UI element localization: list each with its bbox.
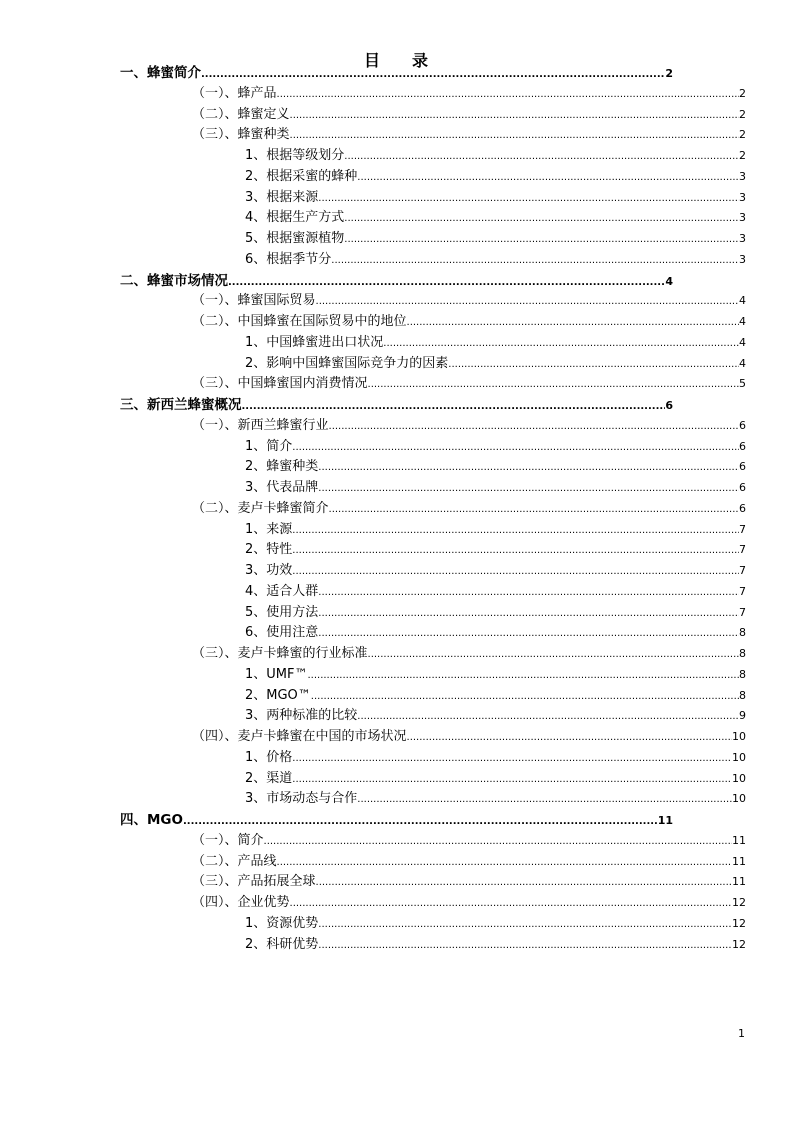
toc-entry-page: 4 <box>739 356 746 370</box>
toc-entry-level3[interactable] <box>245 583 746 601</box>
toc-leader-dots <box>228 274 665 292</box>
toc-entry-page: 4 <box>739 315 746 328</box>
toc-entry-page: 10 <box>732 730 746 743</box>
toc-entry-page: 6 <box>665 399 673 412</box>
page-number: 1 <box>738 1027 745 1040</box>
toc-entry-label: （四）、麦卢卡蜂蜜在中国的市场状况 <box>192 729 407 744</box>
toc-entry-page: 12 <box>732 916 746 930</box>
toc-leader-dots <box>318 625 739 643</box>
toc-entry-level1[interactable] <box>120 64 673 82</box>
toc-entry-level3[interactable] <box>245 936 746 954</box>
toc-entry-label: 2、根据采蜜的蜂种 <box>245 168 358 184</box>
toc-entry-level3[interactable] <box>245 770 746 788</box>
toc-entry-page: 4 <box>739 335 746 349</box>
toc-title-char: 目 <box>363 51 382 70</box>
toc-entry-label: 3、功效 <box>245 563 293 578</box>
toc-leader-dots <box>448 356 739 374</box>
toc-entry-level2[interactable] <box>192 728 746 746</box>
toc-entry-level2[interactable] <box>192 375 746 393</box>
toc-entry-page: 2 <box>739 128 746 142</box>
toc-leader-dots <box>307 667 739 685</box>
toc-entry-level2[interactable] <box>192 85 746 103</box>
toc-entry-label: 2、特性 <box>245 542 293 558</box>
toc-entry-label: 1、来源 <box>245 521 293 537</box>
toc-entry-level3[interactable] <box>245 666 746 684</box>
toc-leader-dots <box>407 729 732 747</box>
toc-entry-level3[interactable] <box>245 334 746 352</box>
toc-leader-dots <box>329 418 739 436</box>
toc-entry-page: 7 <box>739 605 746 619</box>
toc-entry-level3[interactable] <box>245 624 746 642</box>
toc-entry-label: 2、科研优势 <box>245 936 319 952</box>
toc-entry-page: 3 <box>739 252 746 266</box>
toc-entry-page: 6 <box>739 481 746 494</box>
toc-leader-dots <box>201 66 665 84</box>
toc-entry-label: （一）、新西兰蜂蜜行业 <box>192 417 329 433</box>
toc-entry-level3[interactable] <box>245 562 746 580</box>
toc-leader-dots <box>368 646 739 664</box>
toc-entry-page: 11 <box>657 814 673 827</box>
toc-entry-level3[interactable] <box>245 687 746 705</box>
toc-entry-label: 1、简介 <box>245 438 293 454</box>
toc-entry-level2[interactable] <box>192 832 746 850</box>
toc-leader-dots <box>357 791 732 809</box>
toc-entry-label: 4、根据生产方式 <box>245 210 345 226</box>
toc-entry-label: 三、新西兰蜂蜜概况 <box>120 397 242 413</box>
toc-entry-label: （三）、蜂蜜种类 <box>192 127 290 143</box>
toc-entry-label: 1、中国蜂蜜进出口状况 <box>245 334 384 350</box>
toc-leader-dots <box>344 210 739 228</box>
toc-leader-dots <box>329 501 739 519</box>
toc-entry-label: 5、使用方法 <box>245 604 319 620</box>
toc-entry-label: （一）、蜂蜜国际贸易 <box>192 293 316 309</box>
toc-leader-dots <box>344 148 739 166</box>
toc-entry-label: 四、MGO <box>120 812 183 828</box>
toc-entry-page: 8 <box>739 626 746 640</box>
toc-entry-level3[interactable] <box>245 355 746 373</box>
toc-leader-dots <box>368 376 739 394</box>
toc-entry-page: 6 <box>739 460 746 474</box>
toc-entry-label: （二）、麦卢卡蜂蜜简介 <box>192 500 329 516</box>
toc-entry-page: 2 <box>665 67 673 80</box>
toc-entry-label: 2、影响中国蜂蜜国际竞争力的因素 <box>245 355 449 371</box>
toc-leader-dots <box>292 522 739 540</box>
toc-leader-dots <box>316 293 739 311</box>
toc-entry-label: 二、蜂蜜市场情况 <box>120 272 228 289</box>
toc-leader-dots <box>318 605 739 623</box>
toc-entry-page: 4 <box>739 294 746 308</box>
toc-entry-label: （一）、蜂产品 <box>192 85 277 101</box>
toc-entry-level2[interactable] <box>192 126 746 144</box>
toc-leader-dots <box>318 937 732 955</box>
toc-entry-level3[interactable] <box>245 168 746 186</box>
toc-entry-level3[interactable] <box>245 209 746 227</box>
toc-leader-dots <box>318 584 739 602</box>
toc-leader-dots <box>344 231 739 249</box>
toc-entry-label: 2、MGO™ <box>245 687 311 703</box>
toc-entry-level2[interactable] <box>192 313 746 331</box>
toc-entry-page: 11 <box>732 854 746 868</box>
toc-entry-label: （二）、蜂蜜定义 <box>192 106 290 122</box>
toc-entry-level3[interactable] <box>245 438 746 456</box>
toc-entry-label: 1、根据等级划分 <box>245 148 345 163</box>
toc-entry-label: 6、根据季节分 <box>245 251 332 267</box>
toc-entry-level3[interactable] <box>245 479 746 497</box>
toc-leader-dots <box>292 542 739 560</box>
toc-entry-page: 5 <box>739 377 746 391</box>
toc-entry-level2[interactable] <box>192 853 746 871</box>
toc-leader-dots <box>290 127 739 145</box>
toc-leader-dots <box>318 459 739 477</box>
toc-entry-label: 3、根据来源 <box>245 189 319 205</box>
toc-entry-page: 3 <box>739 169 746 183</box>
toc-entry-label: （二）、产品线 <box>192 853 277 869</box>
toc-leader-dots <box>292 771 732 789</box>
toc-entry-label: 5、根据蜜源植物 <box>245 231 345 246</box>
toc-entry-level3[interactable] <box>245 521 746 539</box>
toc-entry-level3[interactable] <box>245 189 746 207</box>
toc-entry-level2[interactable] <box>192 873 746 891</box>
toc-entry-label: 4、适合人群 <box>245 583 319 599</box>
toc-entry-page: 4 <box>665 274 673 288</box>
toc-entry-label: 3、市场动态与合作 <box>245 791 358 807</box>
toc-entry-page: 7 <box>739 543 746 557</box>
toc-leader-dots <box>407 314 739 332</box>
toc-leader-dots <box>277 854 732 872</box>
toc-entry-page: 12 <box>732 937 746 951</box>
toc-entry-page: 10 <box>732 792 746 806</box>
toc-entry-level2[interactable] <box>192 106 746 124</box>
toc-entry-label: （三）、麦卢卡蜂蜜的行业标准 <box>192 646 368 661</box>
toc-leader-dots <box>264 833 732 851</box>
toc-entry-level2[interactable] <box>192 417 746 435</box>
toc-leader-dots <box>318 480 739 498</box>
toc-entry-page: 8 <box>739 688 746 702</box>
toc-entry-level3[interactable] <box>245 915 746 933</box>
toc-entry-label: （四）、企业优势 <box>192 895 290 910</box>
toc-entry-page: 6 <box>739 439 746 453</box>
toc-leader-dots <box>277 86 739 104</box>
toc-entry-label: 2、蜂蜜种类 <box>245 459 319 475</box>
toc-entry-label: 3、两种标准的比较 <box>245 708 358 724</box>
toc-entry-level3[interactable] <box>245 541 746 559</box>
toc-entry-label: （二）、中国蜂蜜在国际贸易中的地位 <box>192 314 407 329</box>
toc-leader-dots <box>357 169 739 187</box>
toc-entry-level1[interactable] <box>120 272 673 290</box>
toc-leader-dots <box>318 190 739 208</box>
toc-entry-level1[interactable] <box>120 396 673 414</box>
toc-leader-dots <box>311 688 739 706</box>
toc-leader-dots <box>357 708 739 726</box>
toc-entry-page: 8 <box>739 667 746 681</box>
toc-entry-level1[interactable] <box>120 811 673 829</box>
toc-entry-label: （三）、产品拓展全球 <box>192 874 316 890</box>
toc-entry-page: 2 <box>739 149 746 162</box>
toc-entry-label: 6、使用注意 <box>245 625 319 641</box>
toc-entry-page: 11 <box>732 833 746 847</box>
toc-entry-page: 8 <box>739 647 746 660</box>
toc-entry-level2[interactable] <box>192 500 746 518</box>
toc-entry-page: 12 <box>732 896 746 909</box>
toc-entry-level3[interactable] <box>245 749 746 767</box>
toc-entry-label: 3、代表品牌 <box>245 480 319 495</box>
toc-entry-level3[interactable] <box>245 790 746 808</box>
toc-entry-page: 11 <box>732 875 746 889</box>
toc-entry-label: 1、资源优势 <box>245 915 319 931</box>
toc-entry-label: 1、价格 <box>245 749 293 765</box>
toc-entry-page: 10 <box>732 771 746 785</box>
toc-entry-level3[interactable] <box>245 147 746 165</box>
toc-leader-dots <box>290 107 739 125</box>
toc-title-char: 录 <box>412 51 431 70</box>
toc-entry-label: 2、渠道 <box>245 770 293 786</box>
toc-entry-page: 6 <box>739 418 746 432</box>
toc-leader-dots <box>242 398 666 416</box>
toc-entry-page: 3 <box>739 211 746 225</box>
toc-entry-level2[interactable] <box>192 645 746 663</box>
toc-leader-dots <box>292 439 739 457</box>
toc-entry-page: 3 <box>739 190 746 204</box>
toc-leader-dots <box>318 916 732 934</box>
toc-entry-page: 7 <box>739 584 746 598</box>
toc-entry-level3[interactable] <box>245 251 746 269</box>
toc-leader-dots <box>292 750 732 768</box>
toc-entry-level2[interactable] <box>192 292 746 310</box>
toc-leader-dots <box>290 895 732 913</box>
toc-leader-dots <box>292 563 739 581</box>
toc-entry-label: 一、蜂蜜简介 <box>120 65 201 81</box>
toc-entry-level3[interactable] <box>245 458 746 476</box>
toc-leader-dots <box>183 813 658 831</box>
toc-leader-dots <box>383 335 739 353</box>
toc-entry-label: （三）、中国蜂蜜国内消费情况 <box>192 376 368 392</box>
toc-entry-level2[interactable] <box>192 894 746 912</box>
toc-entry-level3[interactable] <box>245 707 746 725</box>
toc-entry-page: 7 <box>739 522 746 536</box>
toc-entry-level3[interactable] <box>245 230 746 248</box>
toc-entry-label: （一）、简介 <box>192 832 264 848</box>
toc-leader-dots <box>316 874 732 892</box>
toc-entry-level3[interactable] <box>245 604 746 622</box>
toc-entry-page: 10 <box>732 750 746 764</box>
toc-entry-label: 1、UMF™ <box>245 666 308 682</box>
toc-entry-page: 3 <box>739 232 746 245</box>
toc-leader-dots <box>331 252 739 270</box>
toc-entry-page: 7 <box>739 564 746 577</box>
toc-entry-page: 6 <box>739 501 746 515</box>
toc-entry-page: 9 <box>739 709 746 723</box>
toc-entry-page: 2 <box>739 86 746 100</box>
toc-entry-page: 2 <box>739 107 746 121</box>
